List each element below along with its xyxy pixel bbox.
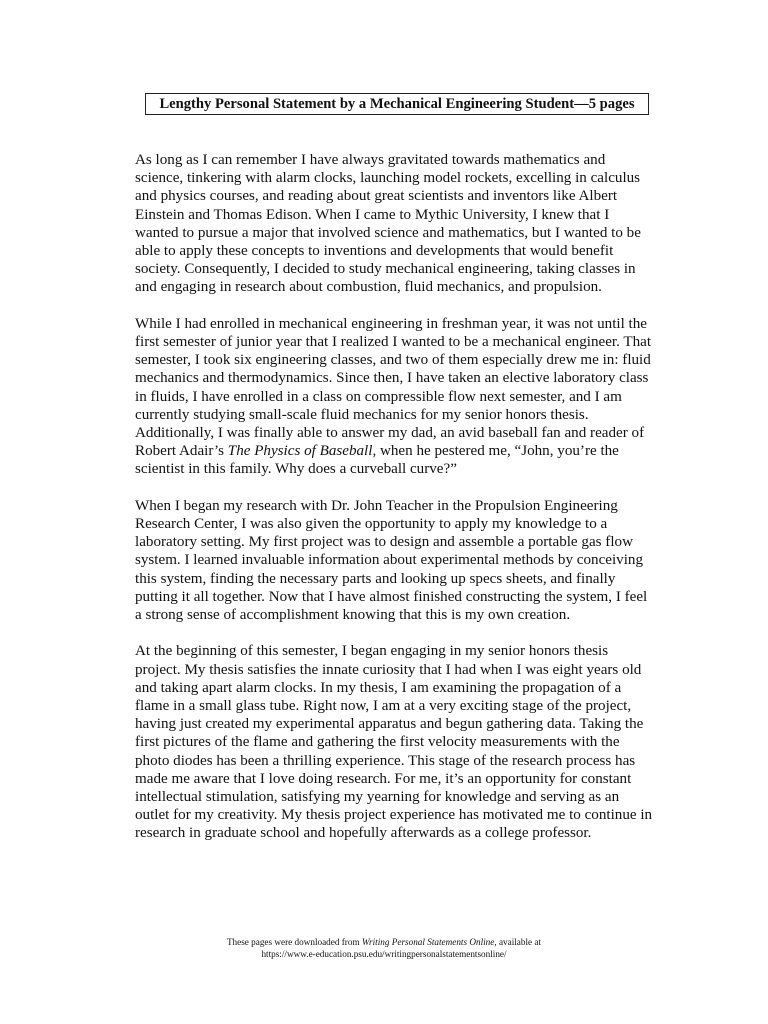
paragraph-4: At the beginning of this semester, I began engaging in my senior honors thesis project. My thesis satisfies the innate curiosity that I had when I was eight years old and taking apart alarm clocks. In my thesis, I am examining the propagation of a flame in a small glass tube. Right now, I am at a very exciting stage of the project, having just created my experimental apparatus and begun gathering data. Taking the first pictures of the flame and gathering the first velocity measurements with the photo diodes has been a thrilling experience. This stage of the research process has made me aware that I love doing research. For me, it’s an opportunity for constant intellectual stimulation, satisfying my yearning for knowledge and serving as an outlet for my creativity. My thesis project experience has motivated me to continue in research in graduate school and hopefully afterwards as a college professor. xyxy=(135,643,653,842)
document-body xyxy=(135,151,655,861)
footer-url: https://www.e-education.psu.edu/writingpersonalstatementsonline/ xyxy=(261,949,507,959)
footer-source-title: Writing Personal Statements Online xyxy=(361,937,495,947)
footer-suffix: , available at xyxy=(494,937,542,947)
paragraph-2-text-after: , when he pestered me, “John, you’re the scientist in this family. Why does a curveball curve?” xyxy=(135,443,619,478)
book-title: The Physics of Baseball xyxy=(227,443,373,460)
paragraph-2 xyxy=(135,315,655,479)
paragraph-2-text-before: While I had enrolled in mechanical engineering in freshman year, it was not until the first semester of junior year that I realized I wanted to be a mechanical engineer. That semester, I took six engineering classes, and two of them especially drew me in: fluid mechanics and thermodynamics. Since then, I have taken an elective laboratory class in fluids, I have enrolled in a class on compressible flow next semester, and I am currently studying small-scale fluid mechanics for my senior honors thesis. Additionally, I was finally able to answer my dad, an avid baseball fan and reader of Robert Adair’s xyxy=(135,315,652,460)
document-title: Lengthy Personal Statement by a Mechanical Engineering Student—5 pages xyxy=(145,93,649,115)
paragraph-1: As long as I can remember I have always gravitated towards mathematics and science, tinkering with alarm clocks, launching model rockets, excelling in calculus and physics courses, and reading about great scientists and inventors like Albert Einstein and Thomas Edison. When I came to Mythic University, I knew that I wanted to pursue a major that involved science and mathematics, but I wanted to be able to apply these concepts to inventions and developments that would benefit society. Consequently, I decided to study mechanical engineering, taking classes in and engaging in research about combustion, fluid mechanics, and propulsion. xyxy=(135,152,641,296)
footer-prefix: These pages were downloaded from xyxy=(226,937,362,947)
footer-source-line xyxy=(134,936,634,948)
page-footer xyxy=(134,936,634,960)
paragraph-3: When I began my research with Dr. John Teacher in the Propulsion Engineering Research Center, I was also given the opportunity to apply my knowledge to a laboratory setting. My first project was to design and assemble a portable gas flow system. I learned invaluable information about experimental methods by conceiving this system, finding the necessary parts and looking up specs sheets, and finally putting it all together. Now that I have almost finished constructing the system, I feel a strong sense of accomplishment knowing that this is my own creation. xyxy=(135,497,648,624)
